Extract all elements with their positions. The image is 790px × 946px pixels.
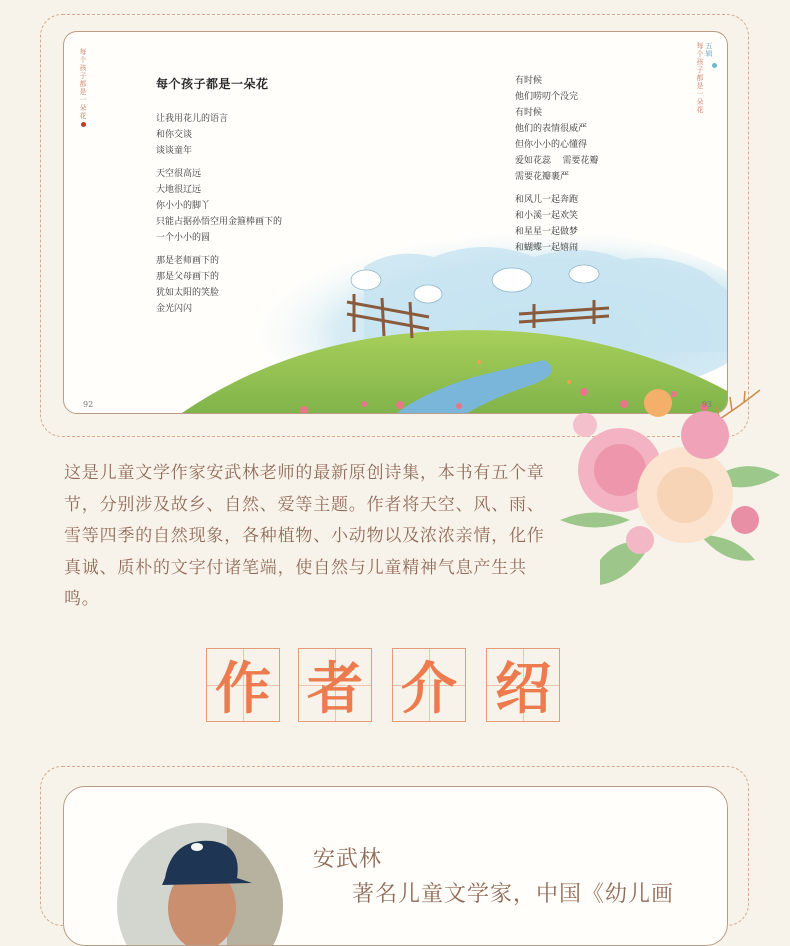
poem-line: 让我用花儿的语言	[156, 114, 229, 124]
poem-line: 和你交谈	[156, 130, 193, 140]
poem-line: 需要花瓣裹严	[515, 172, 570, 182]
poem-line: 大地很辽远	[156, 185, 202, 195]
section-title-char: 介	[392, 648, 466, 722]
stanza	[156, 253, 282, 317]
poem-left-column	[156, 111, 282, 324]
author-bio: 著名儿童文学家，中国《幼儿画	[352, 882, 675, 907]
stanza	[156, 166, 282, 246]
book-spread-image	[63, 31, 728, 414]
poem-right-column	[515, 73, 598, 263]
poem-line: 和星星一起做梦	[515, 227, 579, 237]
poem-line: 和蝴蝶一起嬉闹	[515, 243, 579, 253]
stanza	[515, 73, 598, 185]
poem-line: 谈谈童年	[156, 146, 193, 156]
author-portrait	[117, 823, 283, 946]
stanza	[156, 111, 282, 159]
poem-line: 他们唠叨个没完	[515, 92, 579, 102]
poem-line: 那是父母画下的	[156, 272, 220, 282]
left-page-running-title: 每个孩子都是一朵花	[79, 48, 87, 120]
poem-line: 爱如花蕊 需要花瓣	[515, 156, 599, 166]
decorative-dot	[712, 63, 717, 68]
author-name: 安武林	[313, 847, 383, 872]
author-card	[63, 786, 728, 946]
poem-line: 和风儿一起奔跑	[515, 195, 579, 205]
poem-line: 只能占据孙悟空用金箍棒画下的	[156, 217, 283, 227]
section-title-char: 者	[298, 648, 372, 722]
poem-line: 犹如太阳的笑脸	[156, 288, 220, 298]
poem-line: 一个小小的圆	[156, 233, 211, 243]
decorative-dot	[81, 122, 86, 127]
right-title-text: 每个孩子都是一朵花	[696, 42, 704, 114]
section-title-char: 作	[206, 648, 280, 722]
book-description: 这是儿童文学作家安武林老师的最新原创诗集，本书有五个章节，分别涉及故乡、自然、爱等主题。作者将天空、风、雨、雪等四季的自然现象，各种植物、小动物以及浓浓亲情，化作真诚、质朴的文字付诸笔端，使自然与儿童精神气息产生共鸣。	[64, 463, 545, 609]
stanza	[515, 192, 598, 256]
poem-line: 你小小的脚丫	[156, 201, 211, 211]
section-title-char: 绍	[486, 648, 560, 722]
poem-line: 金光闪闪	[156, 304, 193, 314]
poem-line: 和小溪一起欢笑	[515, 211, 579, 221]
poem-title: 每个孩子都是一朵花	[156, 77, 269, 91]
poem-line: 但你小小的心懂得	[515, 140, 588, 150]
poem-line: 天空很高远	[156, 169, 202, 179]
poem-line: 他们的表情很威严	[515, 124, 588, 134]
chapter-label: 五辑	[705, 42, 713, 58]
right-page-running-title	[695, 42, 713, 114]
poem-line: 有时候	[515, 108, 543, 118]
flower-bouquet-illustration	[540, 385, 785, 590]
page-number-left: 92	[83, 400, 94, 409]
poem-line: 有时候	[515, 76, 543, 86]
page-number-right: 93	[701, 400, 712, 409]
poem-line: 那是老师画下的	[156, 256, 220, 266]
